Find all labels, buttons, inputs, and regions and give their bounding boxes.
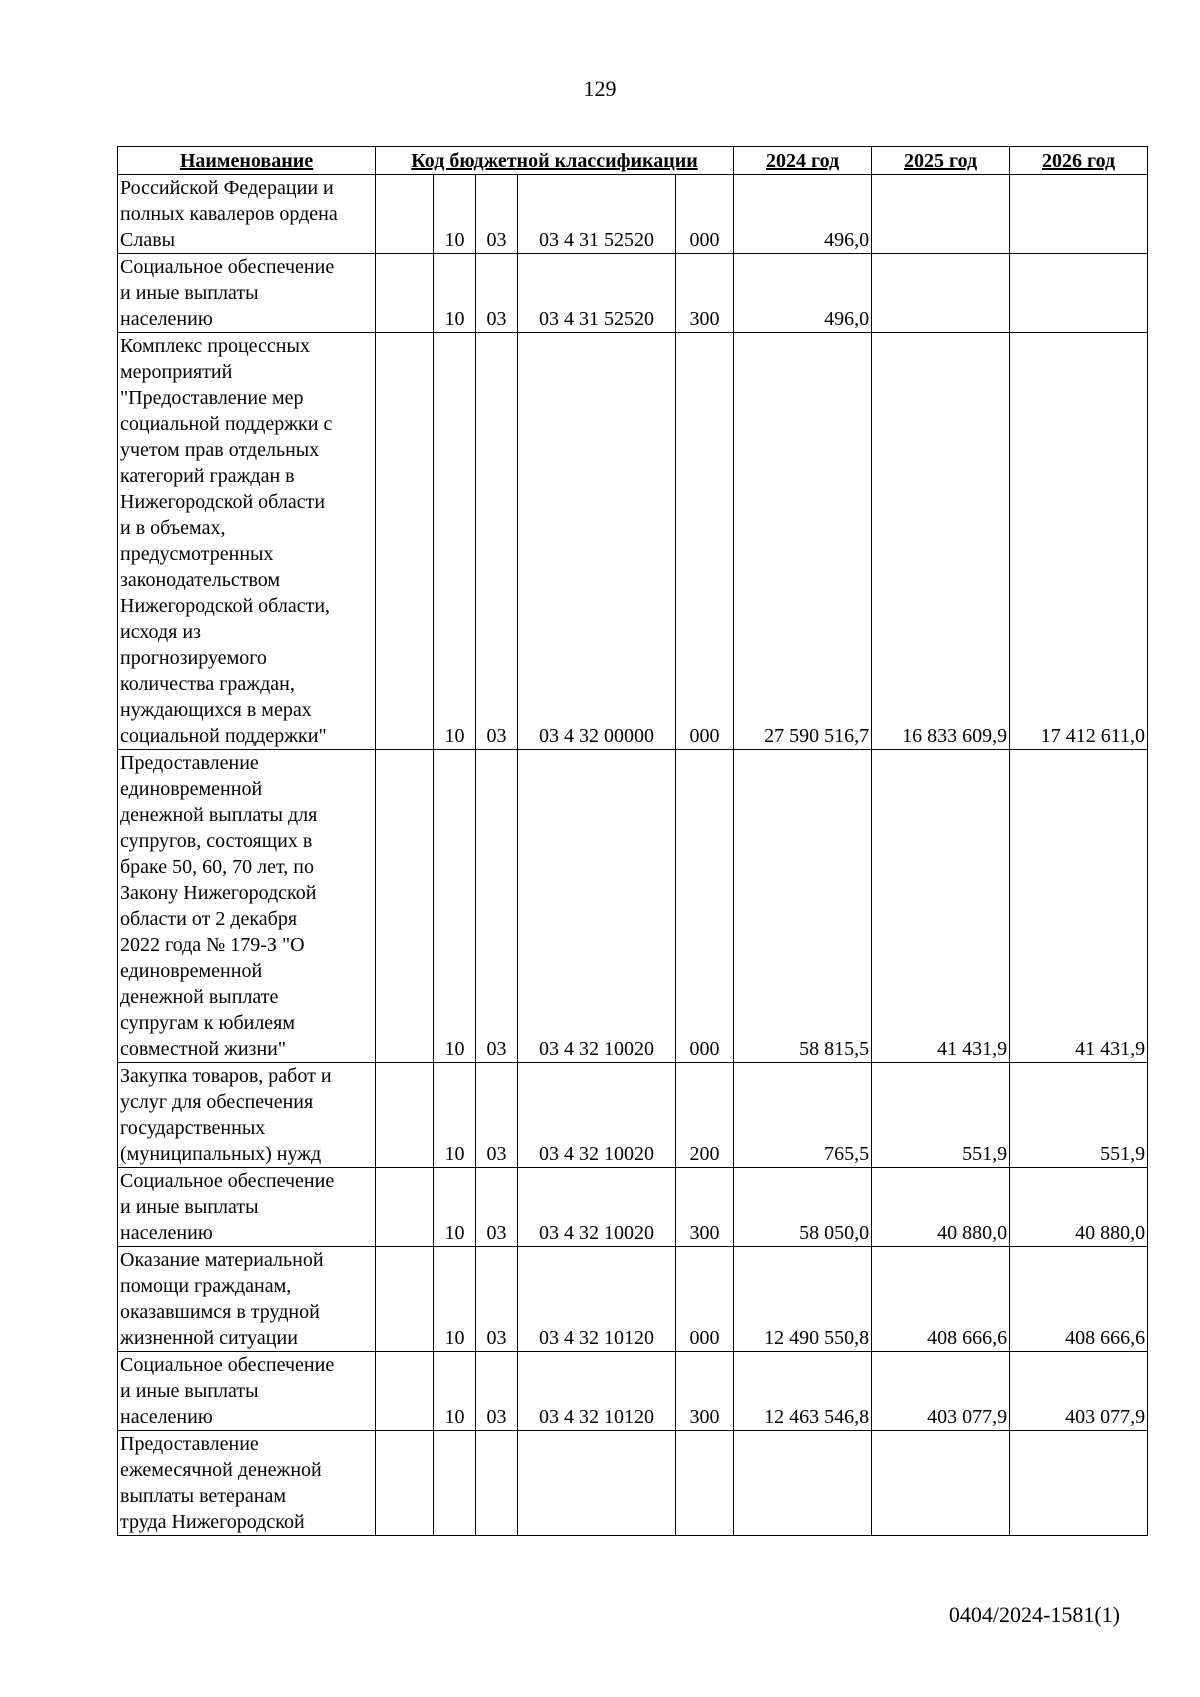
cell-target-code: 03 4 32 10120 — [518, 1247, 676, 1352]
cell-name: Оказание материальной помощи гражданам, оказавшимся в трудной жизненной ситуации — [118, 1247, 376, 1352]
cell-2025: 41 431,9 — [872, 750, 1010, 1063]
table-row — [118, 750, 1148, 1063]
cell-2025 — [872, 1431, 1010, 1536]
cell-name: Закупка товаров, работ и услуг для обеспечения государственных (муниципальных) нужд — [118, 1063, 376, 1168]
budget-table — [117, 146, 1148, 1536]
cell-section — [376, 1247, 434, 1352]
table-row — [118, 1063, 1148, 1168]
cell-expense-type — [676, 1431, 734, 1536]
cell-expense-type: 000 — [676, 333, 734, 750]
cell-chapter: 10 — [434, 1063, 476, 1168]
cell-section — [376, 1352, 434, 1431]
cell-chapter: 10 — [434, 750, 476, 1063]
cell-target-code: 03 4 32 10020 — [518, 1168, 676, 1247]
cell-target-code: 03 4 31 52520 — [518, 175, 676, 254]
cell-subchapter: 03 — [476, 1352, 518, 1431]
cell-subchapter: 03 — [476, 333, 518, 750]
cell-2024: 27 590 516,7 — [734, 333, 872, 750]
cell-chapter: 10 — [434, 175, 476, 254]
cell-2025 — [872, 254, 1010, 333]
cell-2024: 496,0 — [734, 254, 872, 333]
cell-2026 — [1010, 1431, 1148, 1536]
cell-2025: 40 880,0 — [872, 1168, 1010, 1247]
cell-name: Предоставление ежемесячной денежной выплаты ветеранам труда Нижегородской — [118, 1431, 376, 1536]
cell-2025: 551,9 — [872, 1063, 1010, 1168]
cell-subchapter: 03 — [476, 1063, 518, 1168]
table-row — [118, 254, 1148, 333]
table-row — [118, 1247, 1148, 1352]
cell-name: Предоставление единовременной денежной выплаты для супругов, состоящих в браке 50, 60, 70 лет, по Закону Нижегородской области от 2 декабря 2022 года № 179-З "О единовременной денежной выплате супругам к юбилеям совместной жизни" — [118, 750, 376, 1063]
cell-section — [376, 1168, 434, 1247]
cell-target-code: 03 4 32 00000 — [518, 333, 676, 750]
cell-subchapter: 03 — [476, 1168, 518, 1247]
cell-name: Социальное обеспечение и иные выплаты населению — [118, 1168, 376, 1247]
cell-section — [376, 333, 434, 750]
header-2025: 2025 год — [872, 147, 1010, 175]
cell-name: Российской Федерации и полных кавалеров ордена Славы — [118, 175, 376, 254]
cell-2024 — [734, 1431, 872, 1536]
cell-chapter: 10 — [434, 1168, 476, 1247]
cell-chapter: 10 — [434, 1352, 476, 1431]
cell-expense-type: 000 — [676, 175, 734, 254]
cell-expense-type: 300 — [676, 1168, 734, 1247]
cell-subchapter — [476, 1431, 518, 1536]
cell-2026: 408 666,6 — [1010, 1247, 1148, 1352]
header-2026: 2026 год — [1010, 147, 1148, 175]
cell-2026 — [1010, 254, 1148, 333]
cell-name: Комплекс процессных мероприятий "Предоставление мер социальной поддержки с учетом прав отдельных категорий граждан в Нижегородской области и в объемах, предусмотренных законодательством Нижегородской области, исходя из прогнозируемого количества граждан, нуждающихся в мерах социальной поддержки" — [118, 333, 376, 750]
cell-subchapter: 03 — [476, 175, 518, 254]
cell-2026 — [1010, 175, 1148, 254]
cell-target-code — [518, 1431, 676, 1536]
cell-name: Социальное обеспечение и иные выплаты населению — [118, 1352, 376, 1431]
cell-chapter — [434, 1431, 476, 1536]
cell-subchapter: 03 — [476, 254, 518, 333]
header-name: Наименование — [118, 147, 376, 175]
cell-2024: 58 815,5 — [734, 750, 872, 1063]
cell-target-code: 03 4 32 10020 — [518, 750, 676, 1063]
cell-section — [376, 750, 434, 1063]
cell-section — [376, 175, 434, 254]
cell-expense-type: 300 — [676, 254, 734, 333]
cell-section — [376, 1063, 434, 1168]
header-code: Код бюджетной классификации — [376, 147, 734, 175]
cell-2026: 403 077,9 — [1010, 1352, 1148, 1431]
cell-2025: 16 833 609,9 — [872, 333, 1010, 750]
document-code: 0404/2024-1581(1) — [948, 1602, 1120, 1627]
cell-subchapter: 03 — [476, 750, 518, 1063]
cell-name: Социальное обеспечение и иные выплаты населению — [118, 254, 376, 333]
cell-target-code: 03 4 31 52520 — [518, 254, 676, 333]
cell-2025: 403 077,9 — [872, 1352, 1010, 1431]
table-row — [118, 333, 1148, 750]
cell-chapter: 10 — [434, 254, 476, 333]
table-row — [118, 1431, 1148, 1536]
cell-target-code: 03 4 32 10120 — [518, 1352, 676, 1431]
cell-chapter: 10 — [434, 333, 476, 750]
table-row — [118, 1168, 1148, 1247]
cell-expense-type: 000 — [676, 750, 734, 1063]
cell-2024: 765,5 — [734, 1063, 872, 1168]
header-2024: 2024 год — [734, 147, 872, 175]
cell-expense-type: 200 — [676, 1063, 734, 1168]
page-number: 129 — [583, 76, 617, 101]
cell-2026: 41 431,9 — [1010, 750, 1148, 1063]
table-header-row — [118, 147, 1148, 175]
cell-2024: 58 050,0 — [734, 1168, 872, 1247]
cell-2024: 12 490 550,8 — [734, 1247, 872, 1352]
cell-expense-type: 300 — [676, 1352, 734, 1431]
cell-subchapter: 03 — [476, 1247, 518, 1352]
table-row — [118, 175, 1148, 254]
cell-2025: 408 666,6 — [872, 1247, 1010, 1352]
cell-2024: 12 463 546,8 — [734, 1352, 872, 1431]
cell-2025 — [872, 175, 1010, 254]
cell-section — [376, 254, 434, 333]
cell-2026: 17 412 611,0 — [1010, 333, 1148, 750]
cell-2026: 40 880,0 — [1010, 1168, 1148, 1247]
table-row — [118, 1352, 1148, 1431]
cell-2024: 496,0 — [734, 175, 872, 254]
cell-section — [376, 1431, 434, 1536]
cell-target-code: 03 4 32 10020 — [518, 1063, 676, 1168]
cell-expense-type: 000 — [676, 1247, 734, 1352]
cell-chapter: 10 — [434, 1247, 476, 1352]
cell-2026: 551,9 — [1010, 1063, 1148, 1168]
